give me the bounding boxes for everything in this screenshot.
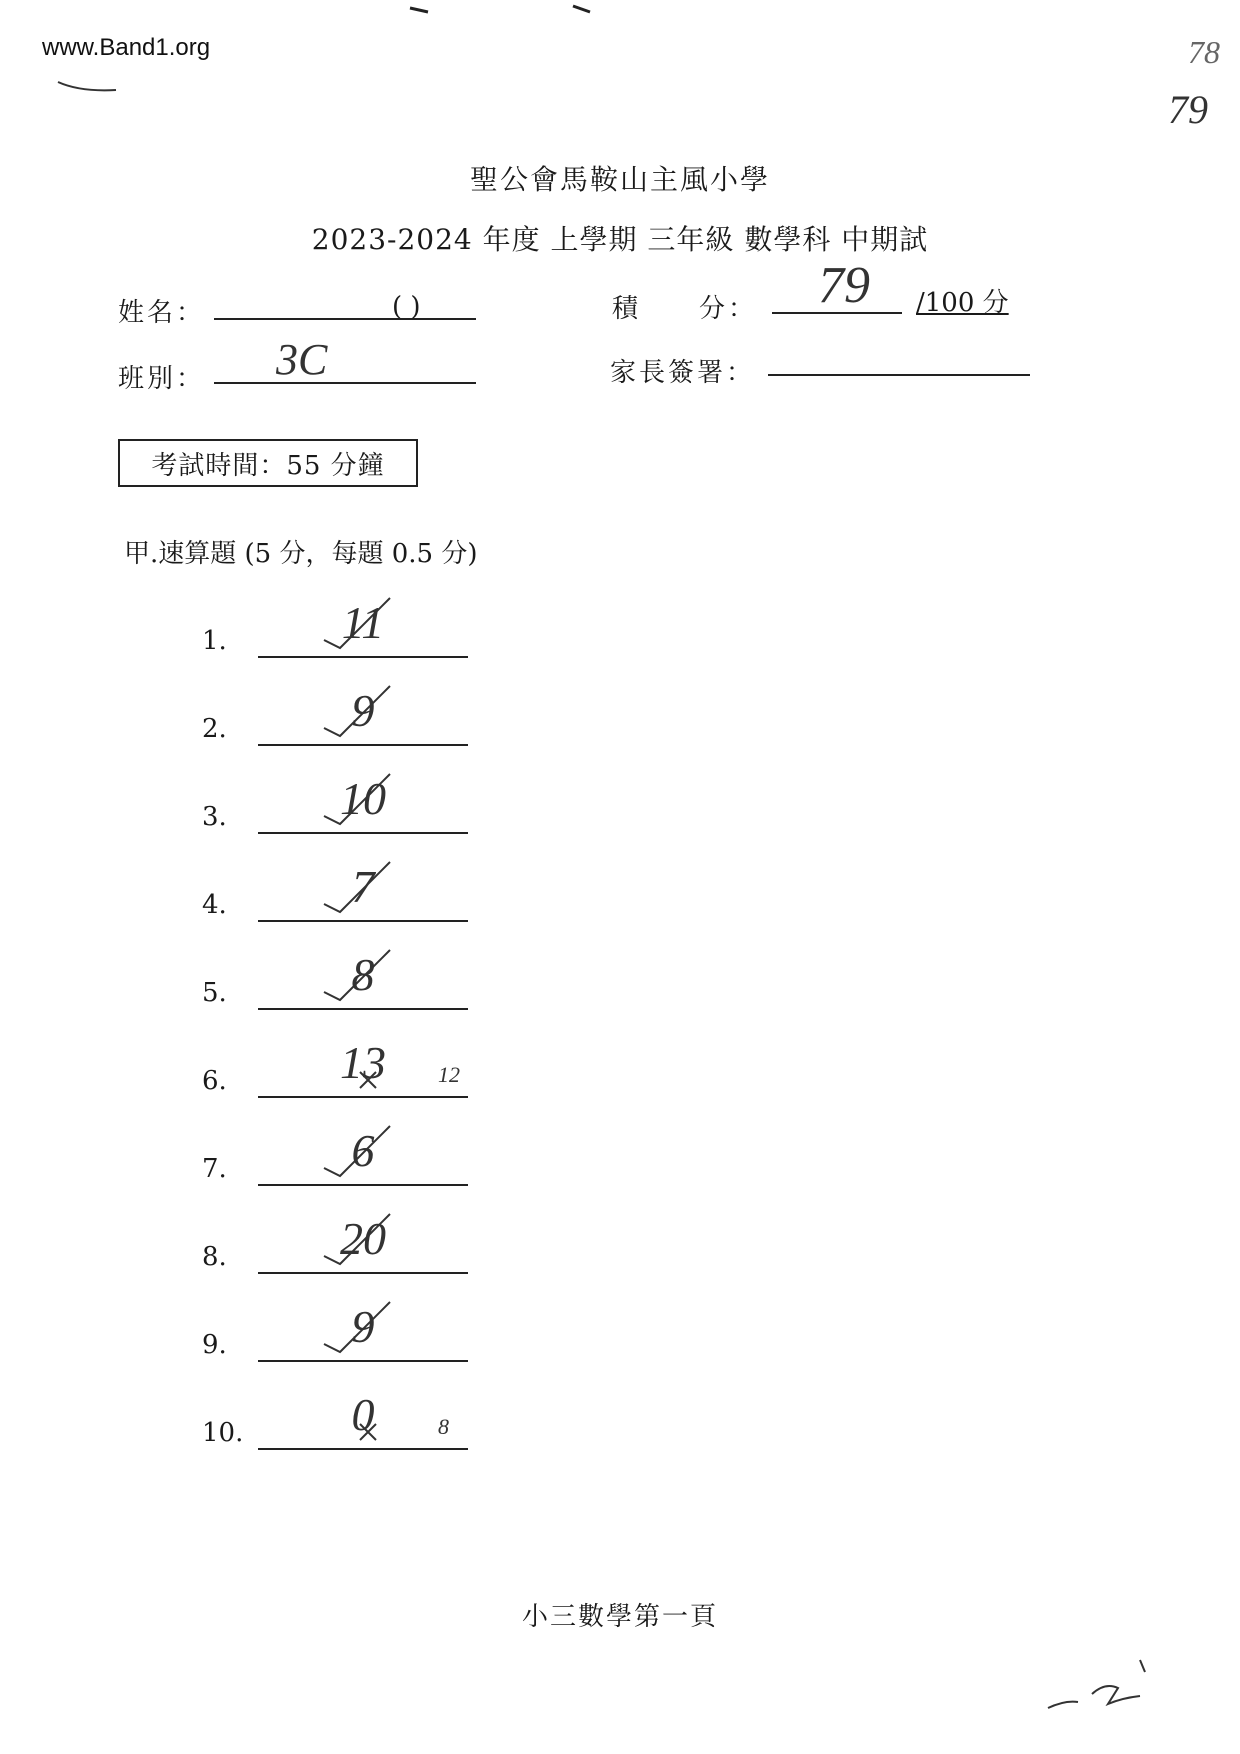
tick-mark [318,1294,398,1354]
answer-line [258,656,468,658]
cross-mark [352,1062,432,1122]
answer-line [258,1184,468,1186]
question-number: 7. [202,1154,227,1184]
tick-mark [318,1206,398,1266]
answer-line [258,832,468,834]
name-label: 姓名： [118,298,206,328]
handwritten-answer: 6 [351,1125,375,1176]
handwritten-answer: 10 [340,773,386,824]
name-field-line [214,318,476,320]
teacher-correction: 12 [438,1062,460,1087]
tick-mark [318,766,398,826]
teacher-correction: 8 [438,1414,449,1439]
handwritten-answer: 9 [351,685,375,736]
corner-score: 79 [1168,87,1208,132]
answer-line [258,744,468,746]
question-number: 8. [202,1242,227,1272]
question-number: 1. [202,626,227,656]
section-title: 甲.速算題 (5 分，每題 0.5 分) [124,539,478,569]
answer-line [258,1360,468,1362]
tick-mark [318,942,398,1002]
answer-line [258,1008,468,1010]
page-footer: 小三數學第一頁 [521,1602,718,1632]
parent-signature-label: 家長簽署： [610,358,756,388]
school-name: 聖公會馬鞍山主風小學 [469,163,770,196]
question-number: 2. [202,714,227,744]
question-number: 3. [202,802,227,832]
score-label: 積 分： [612,294,758,324]
tick-mark [318,1118,398,1178]
class-value: 3C [276,335,328,384]
question-number: 9. [202,1330,227,1360]
class-field-line [214,382,476,384]
watermark-url: www.Band1.org [42,34,211,61]
tick-mark [318,854,398,914]
tick-mark [318,678,398,738]
parent-signature-line [768,374,1030,376]
handwritten-answer: 7 [351,861,375,912]
question-number: 6. [202,1066,227,1096]
name-number-paren: ( ) [392,292,421,322]
handwritten-answer: 20 [340,1213,386,1264]
corner-mark: 78 [1188,34,1220,70]
cross-mark [352,1414,432,1474]
answer-line [258,1272,468,1274]
question-number: 4. [202,890,227,920]
exam-time-box: 考試時間：55 分鐘 [118,439,418,487]
exam-title: 2023-2024 年度 上學期 三年級 數學科 中期試 [311,223,929,256]
question-number: 5. [202,978,227,1008]
question-number: 10. [202,1418,244,1448]
handwritten-answer: 13 [340,1037,386,1088]
tick-mark [318,590,398,650]
score-value: 79 [818,257,870,314]
score-total: /100 分 [916,288,1009,318]
handwritten-answer: 8 [351,949,375,1000]
class-label: 班別： [118,364,206,394]
answer-line [258,920,468,922]
handwritten-answer: 11 [341,597,385,648]
handwritten-answer: 0 [351,1389,375,1440]
handwritten-answer: 9 [351,1301,375,1352]
